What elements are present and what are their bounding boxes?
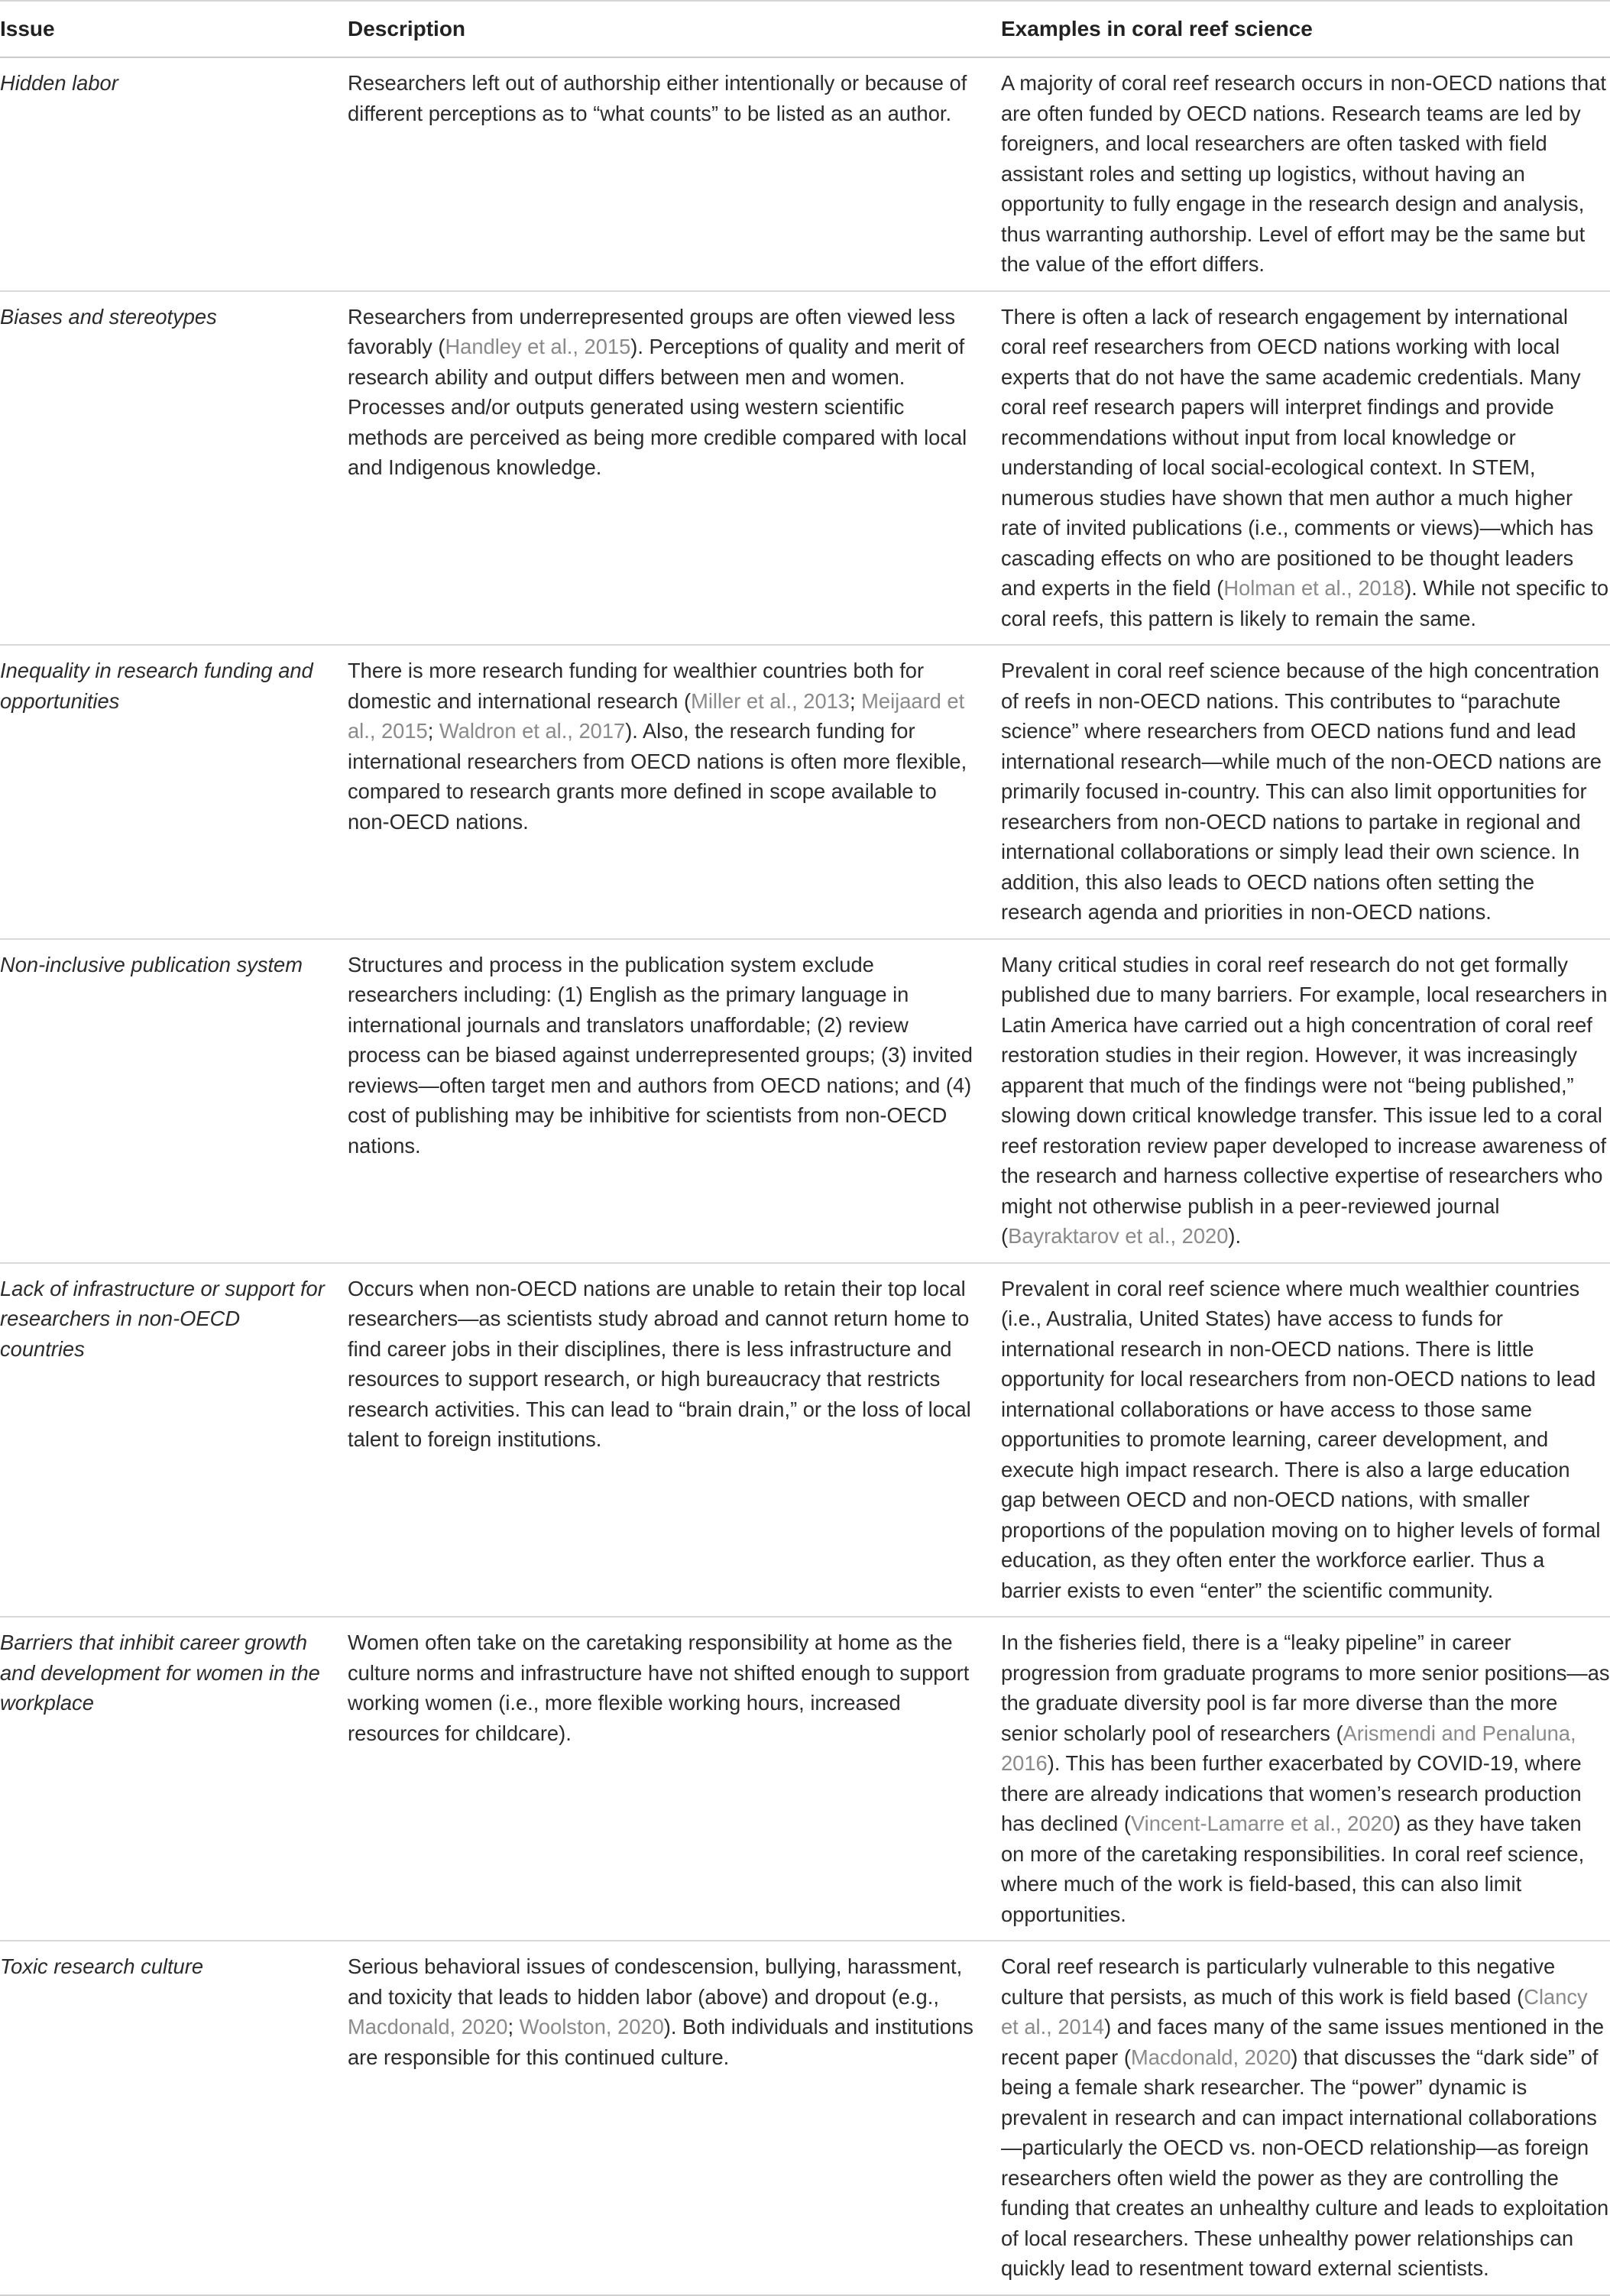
issue-cell: Barriers that inhibit career growth and development for women in the workplace	[0, 1617, 348, 1941]
text-segment: ) that discusses the “dark side” of being a female shark researcher. The “power” dynamic is prevalent in research and can impact international collaborations—particularly the OECD vs. non-OECD relationship—as foreign researchers often wield the power as they are controlling the funding that creates an unhealthy culture and leads to exploitation of local researchers. These unhealthy power relationships can quickly lead to resentment toward external scientists.	[1001, 2045, 1609, 2280]
examples-cell	[1001, 291, 1610, 646]
issue-cell: Biases and stereotypes	[0, 291, 348, 646]
text-segment: Many critical studies in coral reef research do not get formally published due to many barriers. For example, local researchers in Latin America have carried out a high concentration of coral reef restoration studies in their region. However, it was increasingly apparent that much of the findings were not “being published,” slowing down critical knowledge transfer. This issue led to a coral reef restoration review paper developed to increase awareness of the research and harness collective expertise of researchers who might not otherwise publish in a peer-reviewed journal (	[1001, 952, 1608, 1248]
description-cell	[348, 1941, 1001, 2295]
description-cell	[348, 291, 1001, 646]
text-segment: Prevalent in coral reef science because of the high concentration of reefs in non-OECD nations. This contributes to “parachute science” where researchers from OECD nations fund and lead international research—while much of the non-OECD nations are primarily focused in-country. This can also limit opportunities for researchers from non-OECD nations to partake in regional and international collaborations or simply lead their own science. In addition, this also leads to OECD nations often setting the research agenda and priorities in non-OECD nations.	[1001, 659, 1602, 924]
text-segment: There is often a lack of research engagement by international coral reef researchers from OECD nations working with local experts that do not have the same academic credentials. Many coral reef research papers will interpret findings and provide recommendations without input from local knowledge or understanding of local social-ecological context. In STEM, numerous studies have shown that men author a much higher rate of invited publications (i.e., comments or views)—which has cascading effects on who are positioned to be thought leaders and experts in the field (	[1001, 304, 1594, 600]
table-row	[0, 939, 1610, 1263]
text-segment: ) and faces many of the same issues mentioned in the recent paper (	[1001, 2015, 1605, 2069]
examples-cell	[1001, 1941, 1610, 2295]
text-segment: ) as they have taken on more of the caretaking responsibilities. In coral reef science, where much of the work is field-based, this can also limit opportunities.	[1001, 1812, 1585, 1926]
text-segment: Women often take on the caretaking responsibility at home as the culture norms and infrastructure have not shifted enough to support working women (i.e., more flexible working hours, increased resources for childcare).	[348, 1631, 970, 1745]
text-segment: Prevalent in coral reef science where much wealthier countries (i.e., Australia, United States) have access to funds for international research in non-OECD nations. There is little opportunity for local researchers from non-OECD nations to lead international collaborations or have access to those same opportunities to promote learning, career development, and execute high impact research. There is also a large education gap between OECD and non-OECD nations, with smaller proportions of the population moving on to higher levels of formal education, as they often enter the workforce earlier. Thus a barrier exists to even “enter” the scientific community.	[1001, 1276, 1601, 1602]
text-segment: Researchers left out of authorship either intentionally or because of different perceptions as to “what counts” to be listed as an author.	[348, 71, 967, 125]
header-description: Description	[348, 1, 1001, 57]
table-row	[0, 57, 1610, 291]
text-segment: Coral reef research is particularly vulnerable to this negative culture that persists, as much of this work is field based (	[1001, 1954, 1556, 2009]
citation: Woolston, 2020	[519, 2015, 664, 2039]
text-segment: ).	[1228, 1224, 1242, 1248]
description-cell	[348, 939, 1001, 1263]
issue-cell: Inequality in research funding and opportunities	[0, 645, 348, 939]
citation: Bayraktarov et al., 2020	[1008, 1224, 1229, 1248]
citation: Arismendi and Penaluna, 2016	[1001, 1721, 1576, 1775]
citation: Handley et al., 2015	[445, 335, 631, 358]
header-examples: Examples in coral reef science	[1001, 1, 1610, 57]
text-segment: ). While not specific to coral reefs, this pattern is likely to remain the same.	[1001, 576, 1609, 630]
table-row	[0, 1941, 1610, 2295]
issue-cell: Lack of infrastructure or support for researchers in non-OECD countries	[0, 1263, 348, 1618]
issue-cell: Non-inclusive publication system	[0, 939, 348, 1263]
citation: Vincent-Lamarre et al., 2020	[1130, 1812, 1394, 1835]
text-segment: Occurs when non-OECD nations are unable to retain their top local researchers—as scientists study abroad and cannot return home to find career jobs in their disciplines, there is less infrastructure and resources to support research, or high bureaucracy that restricts research activities. This can lead to “brain drain,” or the loss of local talent to foreign institutions.	[348, 1276, 971, 1451]
table-row	[0, 1263, 1610, 1618]
description-cell	[348, 57, 1001, 291]
examples-cell	[1001, 1263, 1610, 1618]
table-row	[0, 291, 1610, 646]
text-segment: There is more research funding for wealthier countries both for domestic and international research (	[348, 659, 925, 713]
issue-cell: Hidden labor	[0, 57, 348, 291]
text-segment: ). Perceptions of quality and merit of research ability and output differs between men and women. Processes and/or outputs generated using western scientific methods are perceived as being more credible compared with local and Indigenous knowledge.	[348, 335, 967, 479]
text-segment: ). Both individuals and institutions are responsible for this continued culture.	[348, 2015, 973, 2069]
examples-cell	[1001, 1617, 1610, 1941]
table-row	[0, 1617, 1610, 1941]
description-cell	[348, 1263, 1001, 1618]
text-segment: A majority of coral reef research occurs in non-OECD nations that are often funded by OECD nations. Research teams are led by foreigners, and local researchers are often tasked with field assistant roles and setting up logistics, without having an opportunity to fully engage in the research design and analysis, thus warranting authorship. Level of effort may be the same but the value of the effort differs.	[1001, 71, 1606, 276]
citation: Holman et al., 2018	[1223, 576, 1405, 600]
table-body	[0, 57, 1610, 2295]
citation: Waldron et al., 2017	[439, 719, 626, 743]
header-issue: Issue	[0, 1, 348, 57]
description-cell	[348, 1617, 1001, 1941]
text-segment: Researchers from underrepresented groups are often viewed less favorably (	[348, 304, 956, 358]
text-segment: ;	[507, 2015, 520, 2039]
citation: Macdonald, 2020	[348, 2015, 508, 2039]
text-segment: Serious behavioral issues of condescension, bullying, harassment, and toxicity that leads to hidden labor (above) and dropout (e.g.,	[348, 1954, 963, 2009]
examples-cell	[1001, 939, 1610, 1263]
citation: Meijaard et al., 2015	[348, 688, 965, 743]
table-row	[0, 645, 1610, 939]
text-segment: ;	[849, 688, 862, 713]
citation: Macdonald, 2020	[1130, 2045, 1291, 2069]
text-segment: ;	[427, 719, 439, 743]
citation: Miller et al., 2013	[691, 688, 850, 713]
text-segment: In the fisheries field, there is a “leaky pipeline” in career progression from graduate programs to more senior positions—as the graduate diversity pool is far more diverse than the more senior scholarly pool of researchers (	[1001, 1631, 1610, 1745]
description-cell	[348, 645, 1001, 939]
text-segment: ). This has been further exacerbated by COVID-19, where there are already indications that women’s research production has declined (	[1001, 1751, 1582, 1835]
citation: Clancy et al., 2014	[1001, 1984, 1588, 2039]
text-segment: Structures and process in the publication system exclude researchers including: (1) English as the primary language in international journals and translators unaffordable; (2) review process can be biased against underrepresented groups; (3) invited reviews—often target men and authors from OECD nations; and (4) cost of publishing may be inhibitive for scientists from non-OECD nations.	[348, 952, 973, 1158]
issue-cell: Toxic research culture	[0, 1941, 348, 2295]
text-segment: ). Also, the research funding for international researchers from OECD nations is often more flexible, compared to research grants more defined in scope available to non-OECD nations.	[348, 719, 967, 834]
header-row	[0, 1, 1610, 57]
examples-cell	[1001, 645, 1610, 939]
examples-cell	[1001, 57, 1610, 291]
